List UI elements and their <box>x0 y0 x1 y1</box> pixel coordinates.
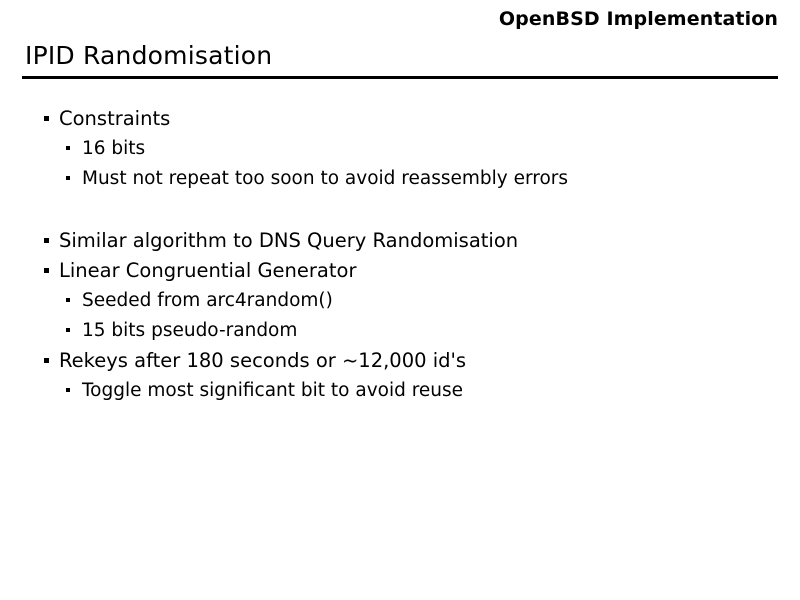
list-item-label: Linear Congruential Generator <box>59 259 357 282</box>
list-item <box>62 286 780 316</box>
slide-content <box>40 104 780 406</box>
list-item-label: Must not repeat too soon to avoid reassembly errors <box>82 168 569 189</box>
list-item-label: Seeded from arc4random() <box>82 290 333 311</box>
sub-bullet-list <box>40 134 780 194</box>
page-title: IPID Randomisation <box>25 41 273 70</box>
list-item <box>62 376 780 406</box>
list-item <box>62 164 780 194</box>
slide-header: OpenBSD Implementation <box>498 8 778 30</box>
sub-bullet-list <box>40 376 780 406</box>
list-item <box>62 316 780 346</box>
list-item <box>40 226 780 256</box>
list-item-label: Toggle most significant bit to avoid reuse <box>82 380 464 401</box>
title-divider <box>22 76 778 79</box>
list-item <box>40 346 780 376</box>
list-item-label: Constraints <box>59 107 171 130</box>
list-spacer <box>40 194 780 226</box>
list-item <box>62 134 780 164</box>
list-item-label: 15 bits pseudo-random <box>82 320 298 341</box>
square-bullet-icon <box>44 116 49 121</box>
list-item <box>40 104 780 134</box>
list-item-label: Rekeys after 180 seconds or ~12,000 id's <box>59 349 467 372</box>
sub-bullet-list <box>40 286 780 346</box>
list-item-label: 16 bits <box>82 138 146 159</box>
bullet-list <box>40 104 780 406</box>
square-bullet-icon <box>44 238 49 243</box>
square-bullet-icon <box>66 176 70 180</box>
list-item <box>40 256 780 286</box>
square-bullet-icon <box>66 388 70 392</box>
square-bullet-icon <box>44 268 49 273</box>
square-bullet-icon <box>66 298 70 302</box>
list-item-label: Similar algorithm to DNS Query Randomisation <box>59 229 519 252</box>
square-bullet-icon <box>44 358 49 363</box>
square-bullet-icon <box>66 146 70 150</box>
square-bullet-icon <box>66 328 70 332</box>
